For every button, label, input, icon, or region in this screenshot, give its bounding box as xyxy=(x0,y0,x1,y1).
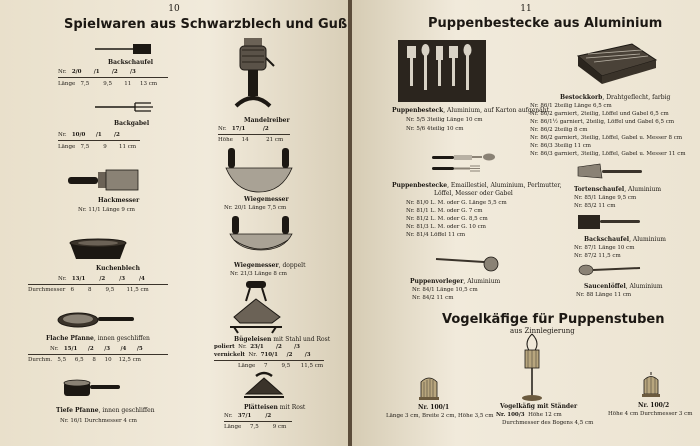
bestockkorb-row-1: Nr. 86/1 2teilig Länge 6,5 cm xyxy=(530,103,612,109)
puppenvorleger-illustration xyxy=(436,253,500,273)
backgabel-laenge-row: Länge 7,5 9 11 cm xyxy=(58,144,137,150)
tortenschaufel-row-1: Nr. 85/1 Länge 9,5 cm xyxy=(574,195,637,201)
puppenbesteck-row-2: Nr. 5/6 4teilig 10 cm xyxy=(406,126,464,132)
backschaufel-illustration xyxy=(95,42,155,56)
flache-pfanne-nr-row: Nr. 15/1 /2 /3 /4 /5 xyxy=(50,346,143,352)
puppenbestecke-emaille-desc: Löffel, Messer oder Gabel xyxy=(434,190,513,197)
kuchenblech-nr-row: Nr. 13/1 /2 /3 /4 xyxy=(58,276,145,282)
wiegemesser-spec: Nr. 20/1 Länge 7,5 cm xyxy=(224,205,287,211)
backschaufel-alu-row-1: Nr. 87/1 Länge 10 cm xyxy=(574,245,635,251)
vogelkaefig-staender-illustration xyxy=(520,334,544,402)
flache-pfanne-maass-row: Durchm. 5,5 6,5 8 10 12,5 cm xyxy=(28,357,141,363)
bestockkorb-row-4: Nr. 86/2 2teilig 8 cm xyxy=(530,127,588,133)
emaille-row-4: Nr. 81/3 L. M. oder G. 10 cm xyxy=(406,224,486,230)
vogelkaefig-2-nr: Nr. 100/2 xyxy=(638,402,670,409)
left-page xyxy=(0,0,348,446)
bestockkorb-row-5: Nr. 86/2 garniert, 3teilig, Löffel, Gabel u. Messer 8 cm xyxy=(530,135,683,141)
plaetteisen-rule xyxy=(224,421,292,422)
tiefe-pfanne-caption: Tiefe Pfanne, innen geschliffen xyxy=(56,407,155,414)
hackmesser-spec: Nr. 11/1 Länge 9 cm xyxy=(78,207,135,213)
tiefe-pfanne-spec: Nr. 16/1 Durchmesser 4 cm xyxy=(60,418,137,424)
saucenloeffel-illustration xyxy=(578,264,640,276)
flache-pfanne-caption: Flache Pfanne, innen geschliffen xyxy=(46,335,150,342)
saucenloeffel-row-1: Nr. 88 Länge 11 cm xyxy=(576,292,632,298)
vogelkaefige-title: Vogelkäfige für Puppenstuben xyxy=(442,312,665,327)
puppenvorleger-row-1: Nr. 84/1 Länge 10,5 cm xyxy=(412,287,478,293)
backschaufel-rule xyxy=(58,77,168,78)
tortenschaufel-row-2: Nr. 85/2 11 cm xyxy=(574,203,616,209)
emaille-row-2: Nr. 81/1 L. M. oder G. 7 cm xyxy=(406,208,483,214)
backschaufel-alu-illustration xyxy=(578,214,640,230)
backgabel-rule xyxy=(58,140,140,141)
kuchenblech-maass-row: Durchmesser 6 8 9,5 11,5 cm xyxy=(28,287,149,293)
tortenschaufel-caption: Tortenschaufel, Aluminium xyxy=(574,186,662,193)
plaetteisen-laenge-row: Länge 7,5 9 cm xyxy=(224,424,287,430)
bestockkorb-illustration xyxy=(572,40,658,84)
emaille-row-5: Nr. 81/4 Löffel 11 cm xyxy=(406,232,466,238)
bestockkorb-row-3: Nr. 86/1½ garniert, 2teilig, Löffel und Gabel 6,5 cm xyxy=(530,119,675,125)
mandelreiber-illustration xyxy=(232,36,274,112)
vogelkaefig-1-spec: Länge 3 cm, Breite 2 cm, Höhe 3,5 cm xyxy=(386,413,494,419)
vogelkaefig-round-illustration xyxy=(642,372,660,398)
buegeleisen-vernickelt-row: vernickelt Nr. 710/1 /2 /3 xyxy=(214,352,311,358)
flache-pfanne-illustration xyxy=(56,311,136,329)
tiefe-pfanne-illustration xyxy=(62,378,122,400)
backschaufel-alu-row-2: Nr. 87/2 11,5 cm xyxy=(574,253,621,259)
vogelkaefig-3-spec2: Durchmesser des Bogens 4,5 cm xyxy=(502,420,594,426)
left-page-title: Spielwaren aus Schwarzblech und Guß xyxy=(64,17,348,32)
saucenloeffel-caption: Saucenlöffel, Aluminium xyxy=(584,283,663,290)
puppenvorleger-row-2: Nr. 84/2 11 cm xyxy=(412,295,454,301)
right-page xyxy=(352,0,700,446)
flache-pfanne-rule xyxy=(28,354,168,355)
plaetteisen-nr-row: Nr. 37/1 /2 xyxy=(224,413,272,419)
vogelkaefig-small-illustration xyxy=(418,376,440,400)
plaetteisen-illustration xyxy=(244,372,284,400)
buegeleisen-rule xyxy=(214,360,324,361)
tortenschaufel-illustration xyxy=(578,164,644,180)
backgabel-caption: Backgabel xyxy=(114,120,150,127)
kuchenblech-rule xyxy=(28,284,168,285)
mandelreiber-nr-row: Nr. 17/1 /2 xyxy=(218,126,269,132)
buegeleisen-poliert-row: poliert Nr. 23/1 /2 /3 xyxy=(214,344,300,350)
backgabel-nr-row: Nr. 10/0 /1 /2 xyxy=(58,132,120,138)
bestockkorb-row-2: Nr. 86/2 garniert, 2teilig, Löffel und Gabel 6,5 cm xyxy=(530,111,669,117)
wiegemesser-doppelt-caption: Wiegemesser, doppelt xyxy=(234,262,306,269)
right-page-title: Puppenbestecke aus Aluminium xyxy=(428,16,663,31)
mandelreiber-rule xyxy=(218,134,290,135)
hackmesser-caption: Hackmesser xyxy=(98,197,140,204)
backschaufel-caption: Backschaufel xyxy=(108,59,154,66)
bestockkorb-caption: Bestockkorb, Drahtgeflecht, farbig xyxy=(560,94,671,101)
left-page-number: 10 xyxy=(168,4,180,14)
kuchenblech-illustration xyxy=(68,237,128,261)
emaille-row-3: Nr. 81/2 L. M. oder G. 8,5 cm xyxy=(406,216,488,222)
buegeleisen-caption: Bügeleisen mit Stahl und Rost xyxy=(234,336,331,343)
mandelreiber-hoehe-row: Höhe 14 21 cm xyxy=(218,137,284,143)
emaille-row-1: Nr. 81/0 L. M. oder G. Länge 5,5 cm xyxy=(406,200,507,206)
wiegemesser-caption: Wiegemesser xyxy=(244,196,289,203)
buegeleisen-laenge-row: Länge 7 9,5 11,5 cm xyxy=(238,363,324,369)
vogelkaefig-1-nr: Nr. 100/1 xyxy=(418,404,450,411)
mandelreiber-caption: Mandelreiber xyxy=(244,117,290,124)
wiegemesser-doppelt-spec: Nr. 21/3 Länge 8 cm xyxy=(230,271,287,277)
hackmesser-illustration xyxy=(68,168,140,192)
bestockkorb-row-6: Nr. 86/3 3teilig 11 cm xyxy=(530,143,591,149)
backgabel-illustration xyxy=(95,101,155,113)
buegeleisen-illustration xyxy=(228,281,284,333)
backschaufel-alu-caption: Backschaufel, Aluminium xyxy=(584,236,666,243)
wiegemesser-illustration xyxy=(222,148,296,192)
vogelkaefig-3-row: Nr. 100/3 Höhe 12 cm xyxy=(496,412,562,418)
puppenbestecke-emaille-caption: Puppenbestecke, Emaillestiel, Aluminium, Perlmutter, xyxy=(392,182,562,189)
vogelkaefige-subtitle: aus Zinnlegierung xyxy=(510,327,575,335)
puppenbestecke-emaille-illustration xyxy=(432,153,496,173)
vogelkaefig-staender-caption: Vogelkäfig mit Ständer xyxy=(500,403,578,410)
backschaufel-laenge-row: Länge 7,5 9,5 11 13 cm xyxy=(58,81,158,87)
plaetteisen-caption: Plätteisen mit Rost xyxy=(244,404,306,411)
puppenbesteck-card-illustration xyxy=(398,40,486,102)
vogelkaefig-2-spec: Höhe 4 cm Durchmesser 3 cm xyxy=(608,411,693,417)
right-page-number: 11 xyxy=(520,4,532,14)
puppenbesteck-caption: Puppenbesteck, Aluminium, auf Karton aufgenäht xyxy=(392,107,549,114)
backschaufel-nr-row: Nr. 2/0 /1 /2 /3 xyxy=(58,69,136,75)
puppenvorleger-caption: Puppenvorleger, Aluminium xyxy=(410,278,501,285)
puppenbesteck-row-1: Nr. 5/5 3teilig Länge 10 cm xyxy=(406,117,483,123)
wiegemesser-doppelt-illustration xyxy=(226,216,296,256)
bestockkorb-row-7: Nr. 86/3 garniert, 3teilig, Löffel, Gabel u. Messer 11 cm xyxy=(530,151,686,157)
kuchenblech-caption: Kuchenblech xyxy=(96,265,140,272)
